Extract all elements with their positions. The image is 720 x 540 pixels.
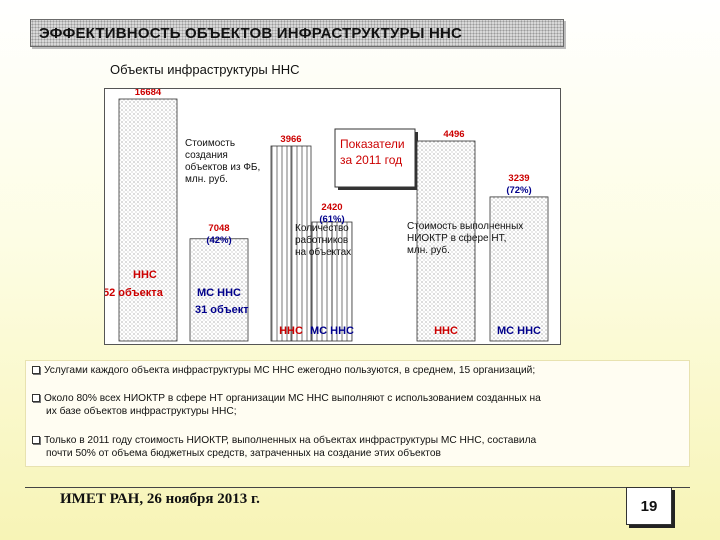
footer-divider (25, 487, 690, 488)
footer-text: ИМЕТ РАН, 26 ноября 2013 г. (60, 491, 260, 507)
annotation-text: Показатели (340, 137, 405, 151)
value-label: 3239 (508, 172, 530, 184)
value-label: 4496 (443, 129, 465, 140)
group-label: Стоимость выполненных (407, 221, 524, 232)
value-label: 7048 (208, 222, 230, 234)
group-label: объектов из ФБ, (185, 162, 261, 173)
count-label: 31 объект (195, 304, 249, 316)
bullet-item: Только в 2011 году стоимость НИОКТР, выполненных на объектах инфраструктуры МС ННС, составила (32, 434, 687, 447)
group-label: Стоимость (185, 138, 236, 149)
group-label: на объектах (295, 247, 352, 258)
category-label: ННС (279, 325, 303, 337)
group-label: создания (185, 150, 228, 161)
group-label: Количество (295, 223, 349, 234)
chart-frame (104, 88, 561, 345)
bar-3-ms-nns (490, 197, 548, 341)
bullet-item: Услугами каждого объекта инфраструктуры МС ННС ежегодно пользуются, в среднем, 15 организаций; (32, 364, 687, 377)
infrastructure-chart (105, 89, 562, 346)
bullet-item: Около 80% всех НИОКТР в сфере НТ организации МС ННС выполняют с использованием созданных на (32, 392, 687, 405)
title-bar (30, 19, 564, 47)
group-label: работников (295, 235, 349, 246)
group-label: НИОКТР в сфере НТ, (407, 233, 507, 244)
category-label: ННС (434, 325, 458, 337)
count-label: 52 объекта (105, 287, 163, 299)
percent-label: (42%) (206, 234, 232, 246)
category-label: МС ННС (497, 325, 541, 337)
category-label: МС ННС (197, 287, 241, 299)
page-number: 19 (626, 487, 672, 525)
chart-title: Объекты инфраструктуры ННС (110, 62, 300, 77)
slide-title: ЭФФЕКТИВНОСТЬ ОБЪЕКТОВ ИНФРАСТРУКТУРЫ ННС (39, 24, 463, 42)
group-label: млн. руб. (185, 174, 228, 185)
checkbox-bullet-icon (32, 436, 40, 444)
category-label: ННС (133, 269, 157, 281)
bullet-item-continuation: их базе объектов инфраструктуры ННС; (46, 406, 237, 417)
checkbox-bullet-icon (32, 394, 40, 402)
checkbox-bullet-icon (32, 366, 40, 374)
annotation-text: за 2011 год (340, 153, 403, 167)
value-label: 16684 (134, 89, 162, 98)
percent-label: (72%) (506, 184, 532, 196)
bar-1-nns (119, 99, 177, 341)
percent-label: (61%) (319, 214, 345, 226)
category-label: МС ННС (310, 325, 354, 337)
value-label: 3966 (280, 134, 302, 145)
group-label: млн. руб. (407, 245, 450, 256)
value-label: 2420 (321, 202, 343, 214)
bullet-item-continuation: почти 50% от объема бюджетных средств, затраченных на создание этих объектов (46, 448, 441, 459)
bullet-list (25, 360, 690, 467)
